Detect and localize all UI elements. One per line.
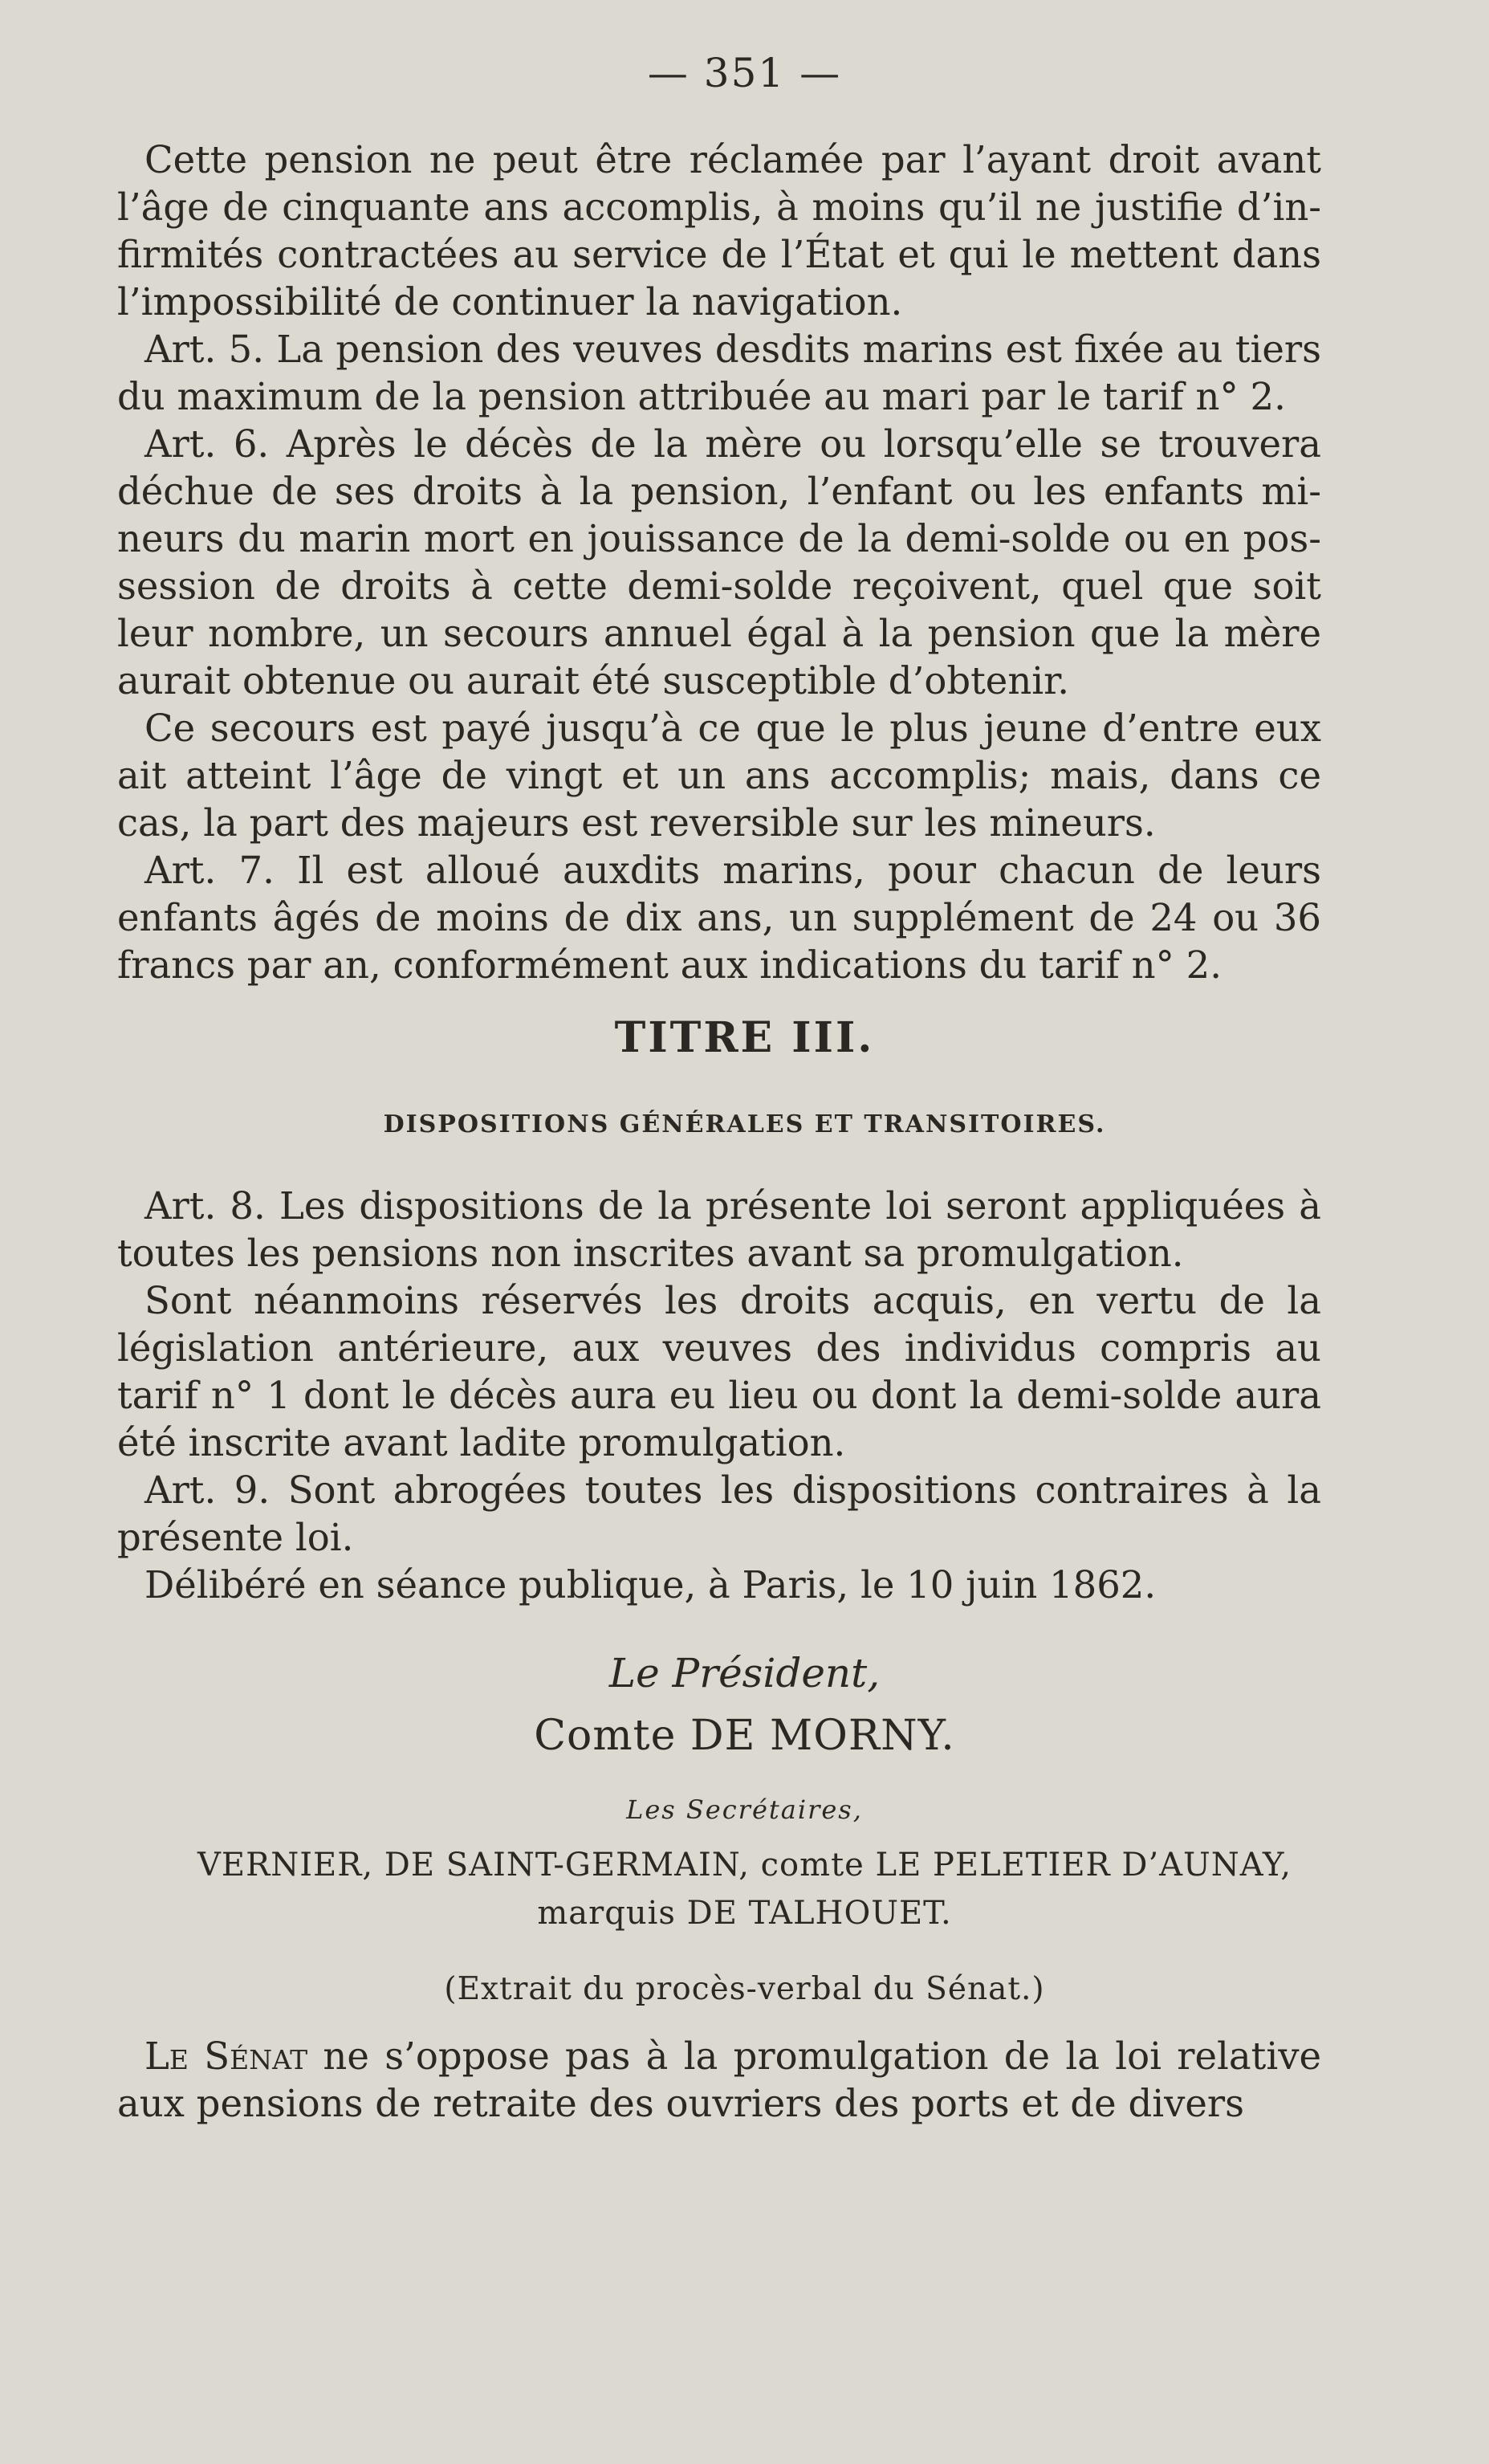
paragraph-art-8: Art. 8. Les dispositions de la présente loi seront appliquées à toutes les pensions non inscrites avant sa promulgation. [117, 1184, 1321, 1275]
closing-lead: Le Sénat [144, 2034, 308, 2078]
paragraph-art-6: Art. 6. Après le décès de la mère ou lorsqu’elle se trouvera déchue de ses droits à la pension, l’enfant ou les enfants mi-neurs du marin mort en jouissance de la demi-solde ou en pos-session de droits à cette demi-solde reçoivent, quel que soit leur nombre, un secours annuel égal à la pension que la mère aurait obtenue ou aurait été susceptible d’obtenir. [117, 422, 1321, 703]
paragraph-closing [117, 2033, 1321, 2128]
secretaries-names [0, 1841, 1489, 1937]
page-number: — 351 — [647, 50, 842, 96]
president-title: Le Président, [608, 1650, 881, 1696]
paragraph-art-5: Art. 5. La pension des veuves desdits marins est fixée au tiers du maximum de la pension attribuée au mari par le tarif n° 2. [117, 328, 1321, 418]
paragraph-art-7: Art. 7. Il est alloué auxdits marins, pour chacun de leurs enfants âgés de moins de dix ans, un supplément de 24 ou 36 francs par an, conformément aux indications du tarif n° 2. [117, 849, 1321, 987]
paragraph-deliberation: Délibéré en séance publique, à Paris, le 10 juin 1862. [144, 1563, 1157, 1607]
extract-note: (Extrait du procès-verbal du Sénat.) [444, 1971, 1045, 2007]
section-title: TITRE III. [614, 1013, 875, 1062]
paragraph-reserved-rights: Sont néanmoins réservés les droits acquis, en vertu de la législation antérieure, aux veuves des individus compris au tarif n° 1 dont le décès aura eu lieu ou dont la demi-solde aura été inscrite avant ladite promulgation. [117, 1279, 1321, 1464]
secretaries-line-1: VERNIER, DE SAINT-GERMAIN, comte LE PELETIER D’AUNAY, [197, 1847, 1292, 1884]
secretaries-line-2: marquis DE TALHOUET. [537, 1895, 952, 1932]
section-subtitle: DISPOSITIONS GÉNÉRALES ET TRANSITOIRES. [383, 1110, 1106, 1138]
paragraph-pension-age: Cette pension ne peut être réclamée par l’ayant droit avant l’âge de cinquante ans accomplis, à moins qu’il ne justifie d’in-firmités contractées au service de l’État et qui le mettent dans l’impossibilité de continuer la navigation. [117, 138, 1321, 324]
paragraph-art-9: Art. 9. Sont abrogées toutes les dispositions contraires à la présente loi. [117, 1468, 1321, 1559]
article-text-top [117, 136, 1321, 989]
president-name: Comte DE MORNY. [534, 1712, 955, 1760]
secretaries-title: Les Secrétaires, [626, 1794, 863, 1825]
closing-body: ne s’oppose pas à la promulgation de la loi relative aux pensions de retraite des ouvriers des ports et de divers [117, 2034, 1321, 2125]
closing-text [117, 2033, 1321, 2128]
article-text-middle [117, 1183, 1321, 1609]
paragraph-secours: Ce secours est payé jusqu’à ce que le plus jeune d’entre eux ait atteint l’âge de vingt et un ans accomplis; mais, dans ce cas, la part des majeurs est reversible sur les mineurs. [117, 707, 1321, 845]
